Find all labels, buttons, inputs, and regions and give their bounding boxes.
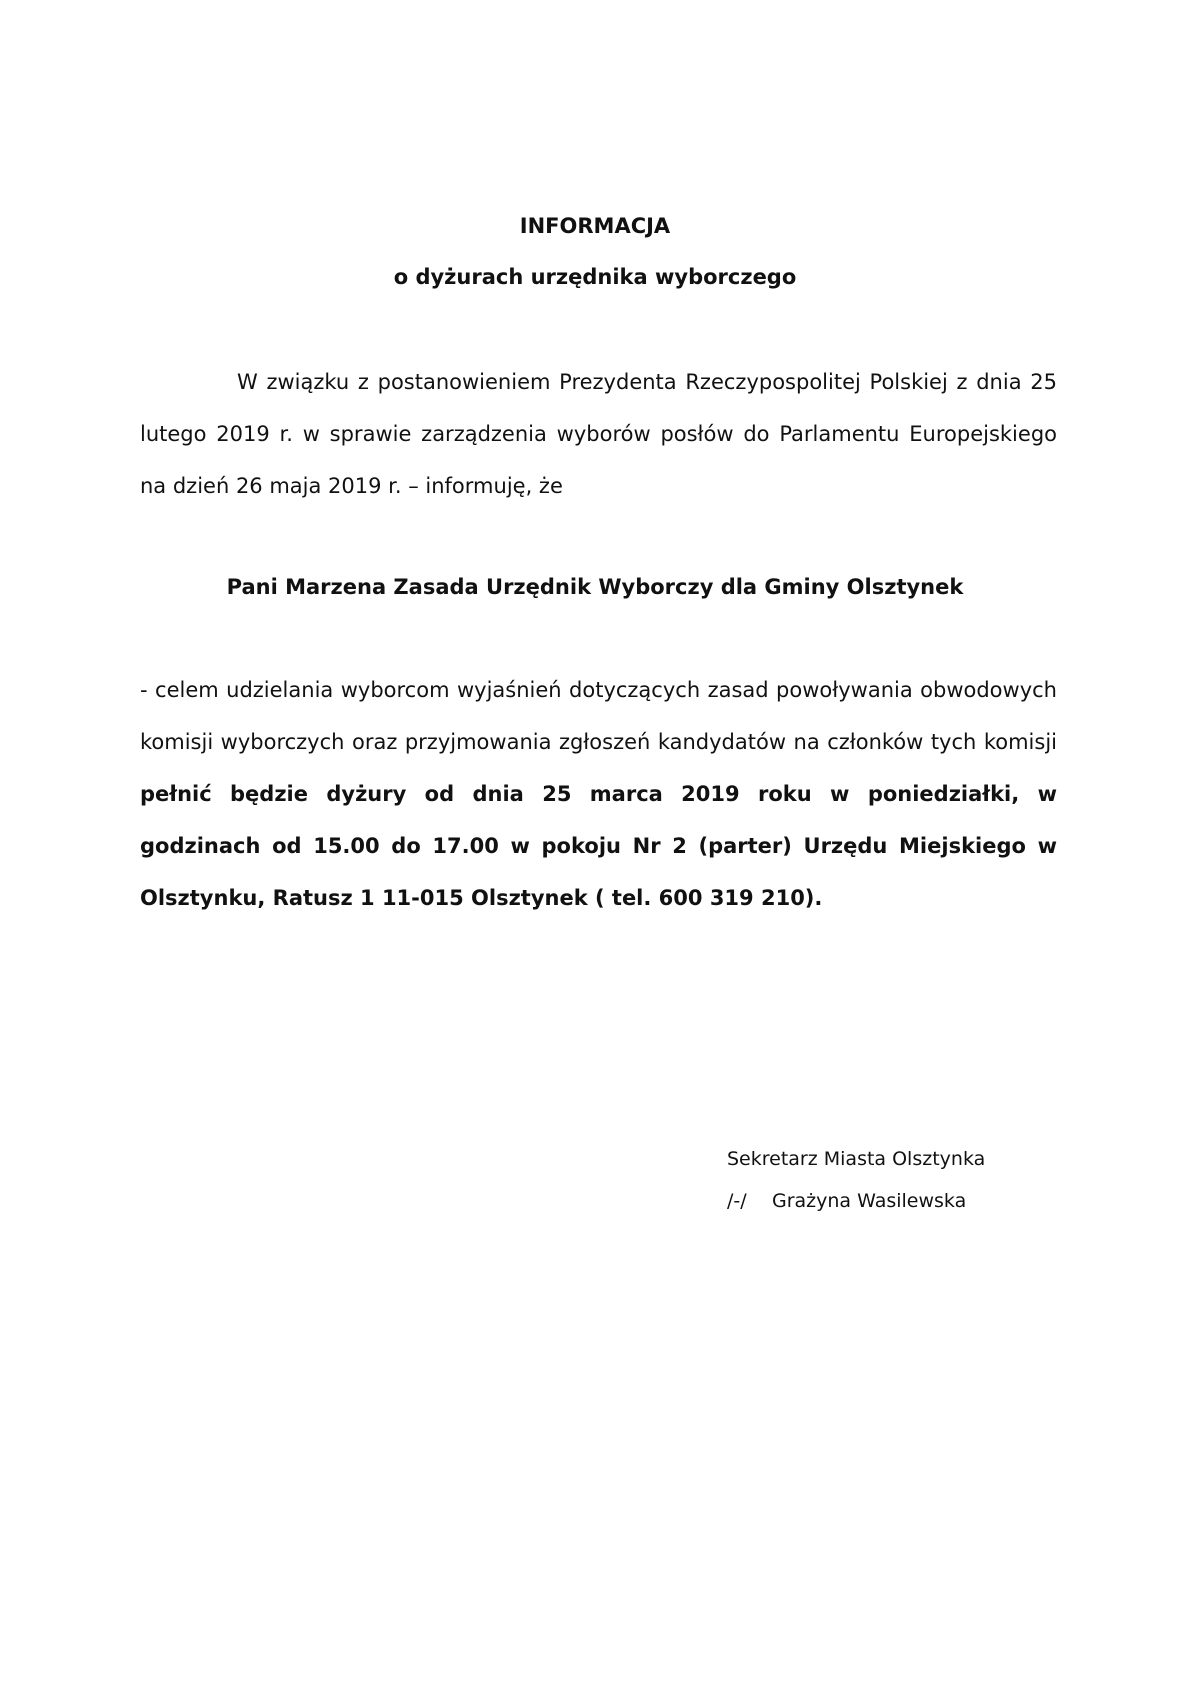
duty-plain-text: - celem udzielania wyborcom wyjaśnień dotyczących zasad powoływania obwodowych komisji wyborczych oraz przyjmowania zgłoszeń kandydatów na członków tych komisji	[140, 678, 1057, 754]
signature-name: Grażyna Wasilewska	[772, 1190, 967, 1212]
signature-role: Sekretarz Miasta Olsztynka	[727, 1148, 986, 1170]
document-subtitle: o dyżurach urzędnika wyborczego	[393, 265, 797, 289]
duty-paragraph	[140, 664, 1057, 924]
signature-line	[727, 1188, 966, 1214]
official-name-line: Pani Marzena Zasada Urzędnik Wyborczy dla Gminy Olsztynek	[226, 575, 964, 599]
signature-mark: /-/	[727, 1190, 747, 1212]
document-title: INFORMACJA	[519, 214, 671, 238]
duty-bold-text: pełnić będzie dyżury od dnia 25 marca 2019 roku w poniedziałki, w godzinach od 15.00 do 17.00 w pokoju Nr 2 (parter) Urzędu Miejskiego w Olsztynku, Ratusz 1 11-015 Olsztynek ( tel. 600 319 210).	[140, 782, 1057, 910]
intro-paragraph: W związku z postanowieniem Prezydenta Rzeczypospolitej Polskiej z dnia 25 lutego 2019 r. w sprawie zarządzenia wyborów posłów do Parlamentu Europejskiego na dzień 26 maja 2019 r. – informuję, że	[140, 370, 1057, 498]
